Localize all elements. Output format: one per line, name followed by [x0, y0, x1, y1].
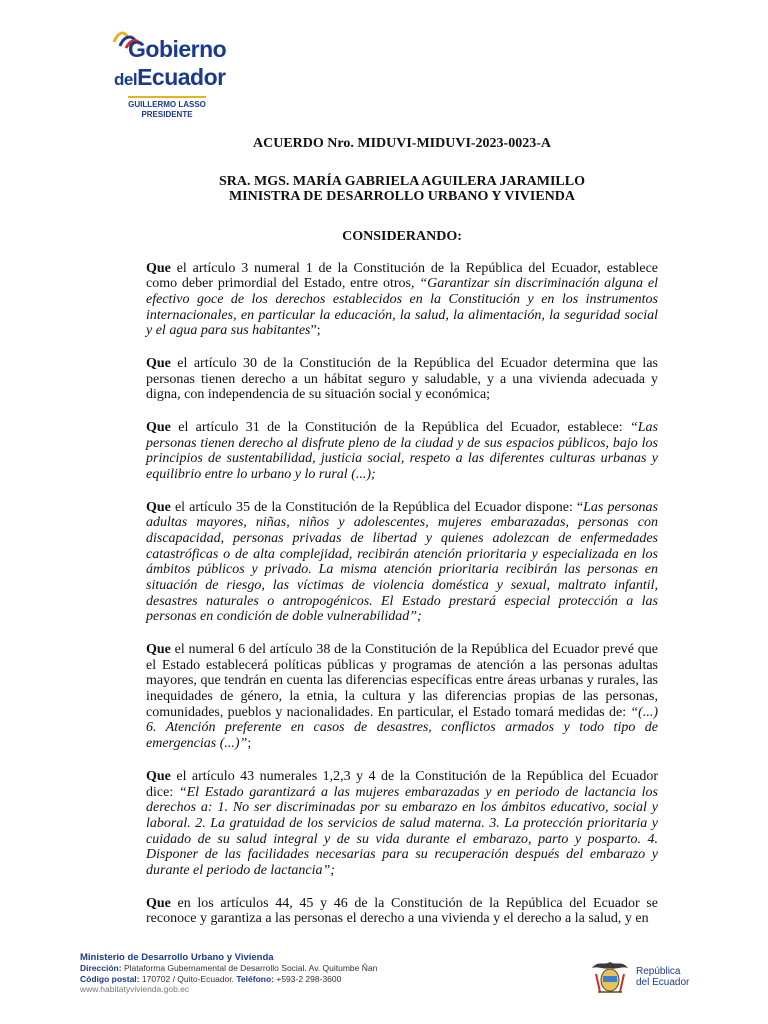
signer-title: MINISTRA DE DESARROLLO URBANO Y VIVIENDA — [228, 189, 576, 205]
logo-word-ecuador — [114, 66, 226, 89]
logo-president-name: GUILLERMO LASSO — [128, 100, 206, 109]
consideration-tail: ; — [247, 736, 252, 752]
consideration-paragraph — [146, 500, 658, 625]
consideration-quote: “(...) 6. Atención preferente en casos de desastres, conflictos armados y todo tipo de emergencias (...)” — [146, 704, 658, 752]
consideration-quote: “Las personas tienen derecho al disfrute pleno de la ciudad y de sus espacios públicos, bajo los principios de sustentabilidad, justicia social, respeto a las diferentes culturas urbanas y equilibrio entre lo urbano y lo rural (...); — [146, 420, 658, 483]
logo-word-ecuador-main: Ecuador — [137, 64, 226, 90]
consideration-lead: Que — [146, 895, 171, 911]
consideration-paragraph — [146, 356, 658, 403]
considering-heading: CONSIDERANDO: — [342, 229, 462, 245]
consideration-text: el artículo 35 de la Constitución de la República del Ecuador dispone: “ — [170, 499, 584, 515]
consideration-paragraph — [146, 642, 658, 752]
consideration-lead: Que — [146, 260, 171, 276]
coat-of-arms-icon — [588, 956, 632, 1000]
logo-divider — [128, 96, 206, 98]
consideration-lead: Que — [146, 642, 171, 658]
consideration-lead: Que — [146, 768, 171, 784]
footer-website: www.habitatyvivienda.gob.ec — [80, 984, 190, 995]
republica-ecuador-label — [636, 966, 689, 988]
footer-phone-value: +593-2 298-3600 — [274, 973, 342, 984]
consideration-text: el artículo 31 de la Constitución de la República del Ecuador, establece: — [170, 420, 630, 436]
consideration-text: el artículo 43 numerales 1,2,3 y 4 de la Constitución de la República del Ecuador dice: — [146, 768, 658, 800]
consideration-quote: “Garantizar sin discriminación alguna el efectivo goce de los derechos establecidos en la Constitución y en los instrumentos internacionales, en particular la educación, la salud, la alimentación, la seguridad social y el agua para sus habitantes — [146, 276, 658, 339]
consideration-text: en los artículos 44, 45 y 46 de la Constitución de la República del Ecuador se reconoce y garantiza a las personas el derecho a una vivienda y el derecho a la salud, y en — [146, 895, 658, 927]
gobierno-ecuador-logo — [108, 26, 238, 122]
footer-ministry: Ministerio de Desarrollo Urbano y Vivienda — [80, 952, 274, 963]
agreement-number: ACUERDO Nro. MIDUVI-MIDUVI-2023-0023-A — [253, 136, 551, 151]
footer-address-value: Plataforma Gubernamental de Desarrollo Social. Av. Quitumbe Ñan — [121, 963, 378, 973]
consideration-lead: Que — [146, 499, 171, 515]
consideration-text: el numeral 6 del artículo 38 de la Constitución de la República del Ecuador prevé que el Estado establecerá políticas públicas y programas de atención a las personas adultas mayores, que tendrán en cuenta las diferencias específicas entre áreas urbanas y rurales, las inequidades de género, la etnia, la cultura y las diferencias propias de las personas, comunidades, pueblos y nacionalidades. En particular, el Estado tomará medidas de: — [146, 642, 658, 720]
page-footer — [80, 952, 690, 1012]
republica-line2: del Ecuador — [636, 977, 690, 988]
logo-word-gobierno: Gobierno — [128, 36, 227, 62]
consideration-lead: Que — [146, 420, 171, 436]
consideration-paragraph — [146, 261, 658, 339]
consideration-paragraph — [146, 420, 658, 483]
consideration-lead: Que — [146, 356, 171, 372]
logo-president — [128, 100, 206, 119]
footer-postal-value: 170702 / Quito-Ecuador. — [139, 973, 237, 984]
document-body — [146, 132, 658, 944]
footer-postal-label: Código postal: — [80, 973, 140, 984]
consideration-paragraph — [146, 896, 658, 927]
footer-phone-label: Teléfono: — [236, 973, 274, 984]
consideration-text: el artículo 3 numeral 1 de la Constitución de la República del Ecuador, establece como deber primordial del Estado, entre otros, — [146, 260, 658, 292]
consideration-tail: ”; — [310, 323, 321, 339]
signer-name: SRA. MGS. MARÍA GABRIELA AGUILERA JARAMILLO — [219, 173, 585, 189]
consideration-text: el artículo 30 de la Constitución de la República del Ecuador determina que las personas tienen derecho a un hábitat seguro y saludable, y a una vivienda adecuada y digna, con independencia de su situación social y económica; — [146, 356, 658, 403]
considerations-list — [146, 261, 658, 927]
consideration-paragraph — [146, 769, 658, 879]
republica-line1: República — [636, 966, 681, 977]
consideration-quote: Las personas adultas mayores, niñas, niños y adolescentes, mujeres embarazadas, personas con discapacidad, personas privadas de libertad y quienes adolezcan de enfermedades catastróficas o de alta complejidad, recibirán atención prioritaria y especializada en los ámbitos públicos y privado. La misma atención prioritaria recibirán las personas en situación de riesgo, las víctimas de violencia doméstica y sexual, maltrato infantil, desastres naturales o antropogénicos. El Estado prestará especial protección a las personas en condición de doble vulnerabilidad”; — [146, 499, 658, 625]
consideration-quote: “El Estado garantizará a las mujeres embarazadas y en periodo de lactancia los derechos a: 1. No ser discriminadas por su embarazo en los ámbitos educativo, social y laboral. 2. La gratuidad de los servicios de salud materna. 3. La protección prioritaria y cuidado de su salud integral y de su vida durante el embarazo, parto y posparto. 4. Disponer de las facilidades necesarias para su recuperación después del embarazo y durante el periodo de lactancia”; — [146, 784, 658, 878]
logo-president-title: PRESIDENTE — [141, 109, 193, 119]
footer-address-label: Dirección: — [80, 963, 122, 973]
logo-word-del: del — [114, 70, 138, 89]
